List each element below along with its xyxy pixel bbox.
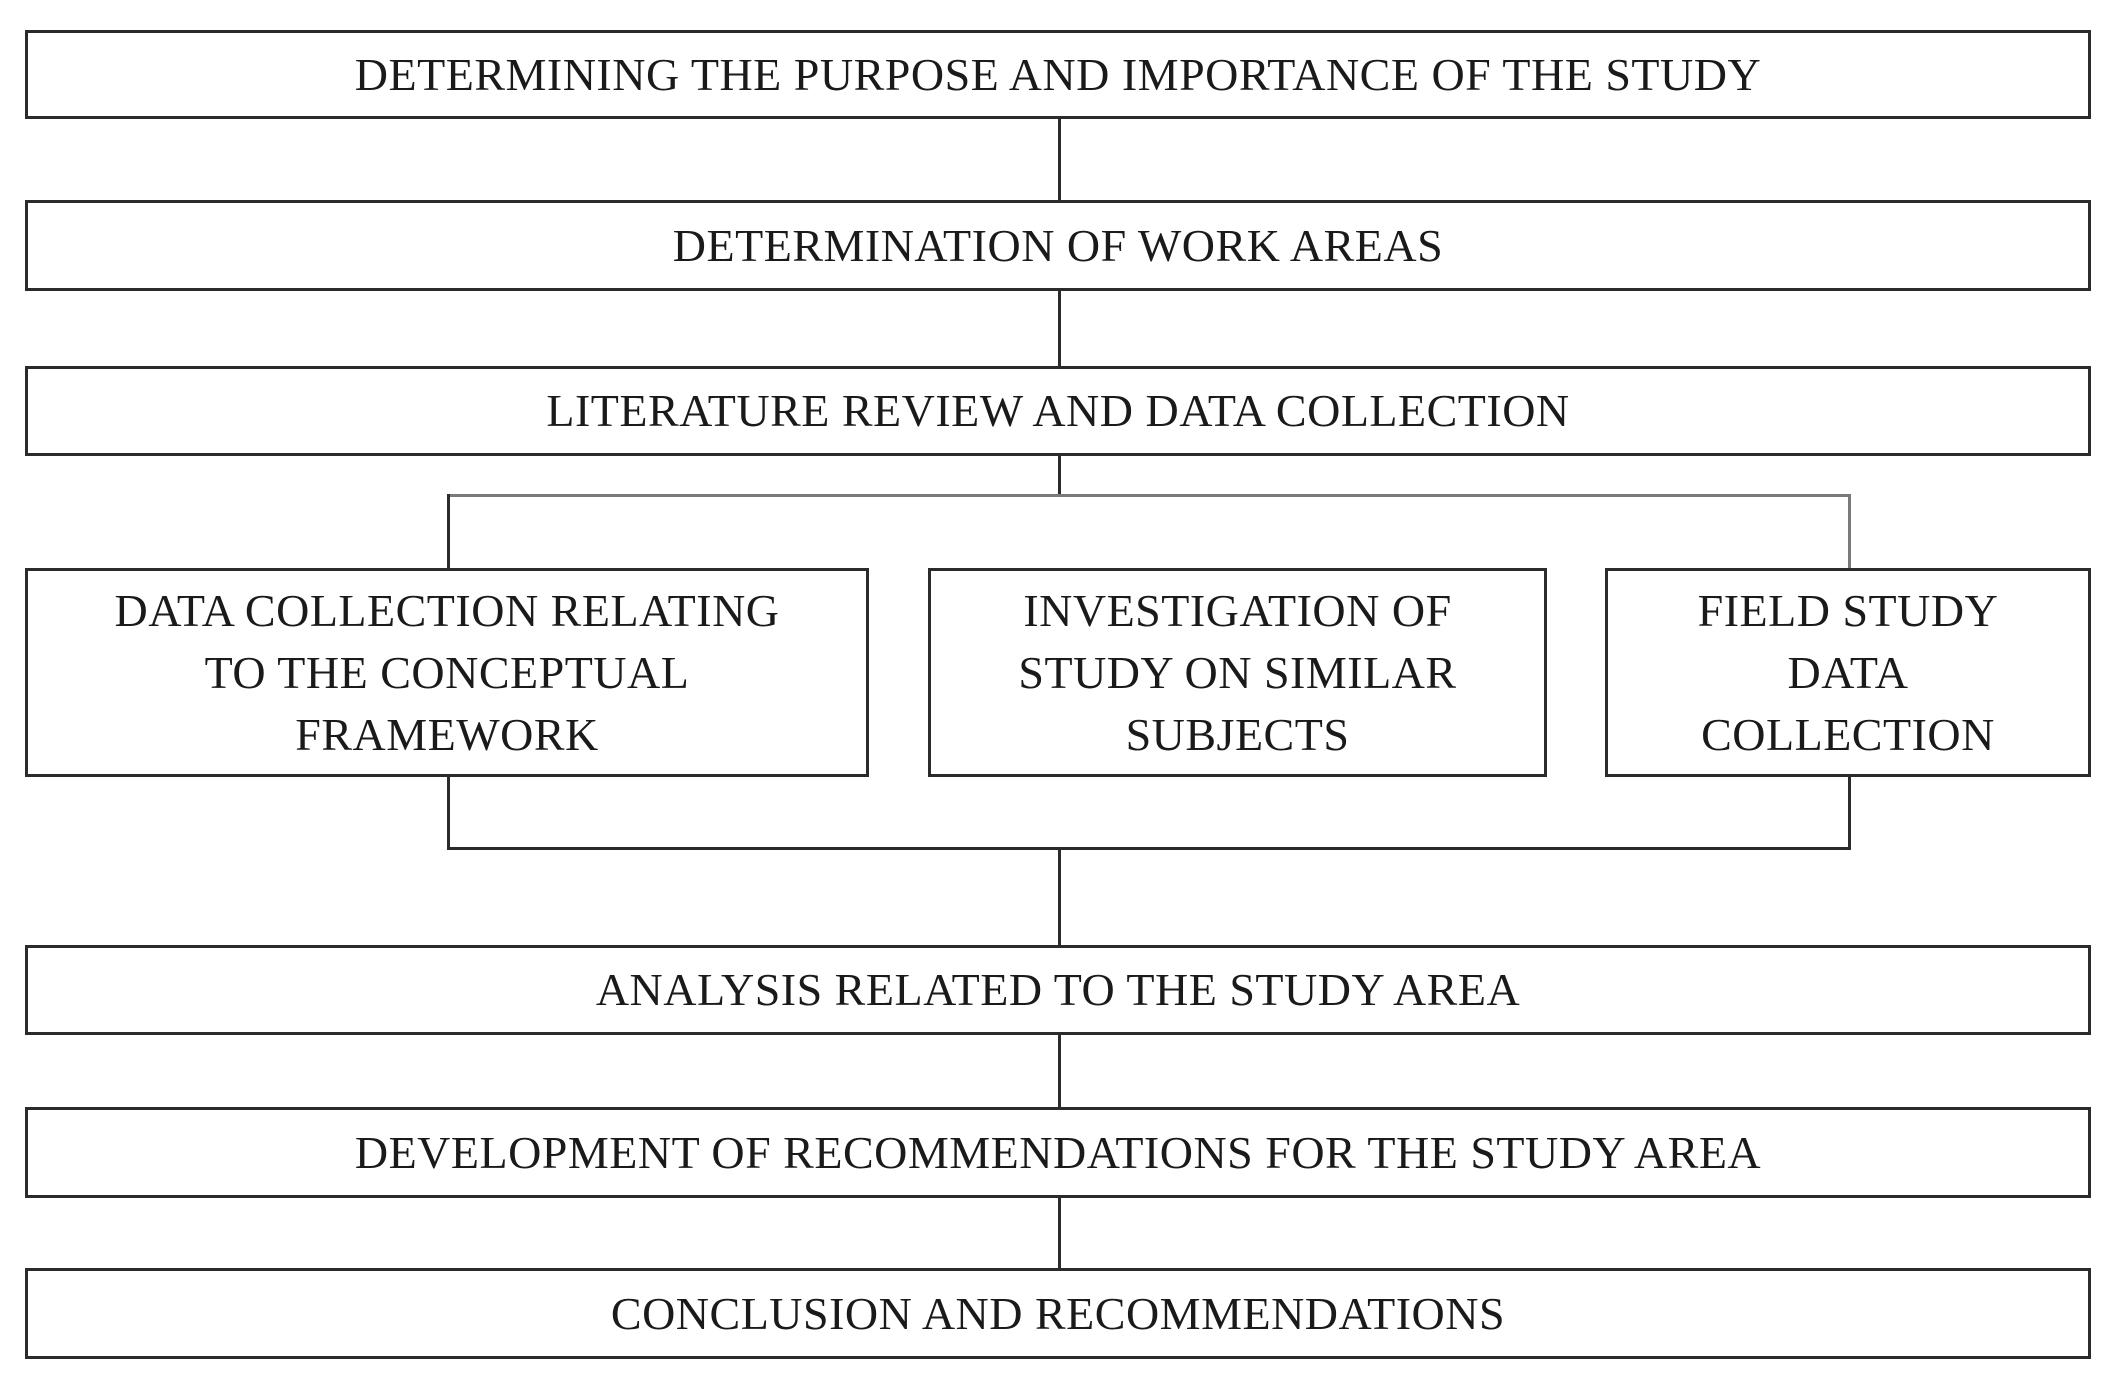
merge-rise-left bbox=[447, 775, 450, 850]
step-conclusion-box bbox=[25, 1268, 2091, 1359]
step-conceptual-label: DATA COLLECTION RELATING TO THE CONCEPTUAL FRAMEWORK bbox=[114, 584, 780, 760]
merge-rise-right bbox=[1848, 775, 1851, 850]
step-conclusion-label: CONCLUSION AND RECOMMENDATIONS bbox=[610, 1287, 1506, 1339]
branch-bar-top bbox=[447, 494, 1851, 497]
step-work-areas-label: DETERMINATION OF WORK AREAS bbox=[672, 219, 1444, 271]
step-purpose-label: DETERMINING THE PURPOSE AND IMPORTANCE OF THE STUDY bbox=[354, 48, 1762, 100]
step-field-study-label: FIELD STUDY DATA COLLECTION bbox=[1697, 584, 1999, 760]
step-literature-box bbox=[25, 366, 2091, 456]
branch-drop-right bbox=[1848, 494, 1851, 570]
step-literature-label: LITERATURE REVIEW AND DATA COLLECTION bbox=[546, 385, 1570, 436]
step-development-box bbox=[25, 1107, 2091, 1198]
step-analysis-box bbox=[25, 945, 2091, 1035]
branch-drop-left bbox=[447, 494, 450, 570]
connector-merge-to-analysis bbox=[1058, 847, 1061, 947]
step-field-study-box bbox=[1605, 568, 2091, 777]
connector-purpose-to-work-areas bbox=[1058, 118, 1061, 202]
connector-work-areas-to-literature bbox=[1058, 289, 1061, 368]
step-investigation-label: INVESTIGATION OF STUDY ON SIMILAR SUBJECTS bbox=[1018, 584, 1457, 760]
step-analysis-label: ANALYSIS RELATED TO THE STUDY AREA bbox=[595, 964, 1521, 1015]
merge-bar-bottom bbox=[447, 847, 1851, 850]
step-conceptual-box bbox=[25, 568, 869, 777]
step-investigation-box bbox=[928, 568, 1547, 777]
step-purpose-box bbox=[25, 30, 2091, 119]
connector-analysis-to-development bbox=[1058, 1033, 1061, 1109]
step-development-label: DEVELOPMENT OF RECOMMENDATIONS FOR THE STUDY AREA bbox=[354, 1126, 1762, 1178]
step-work-areas-box bbox=[25, 200, 2091, 291]
connector-development-to-conclusion bbox=[1058, 1196, 1061, 1270]
connector-literature-to-branch bbox=[1058, 454, 1061, 496]
